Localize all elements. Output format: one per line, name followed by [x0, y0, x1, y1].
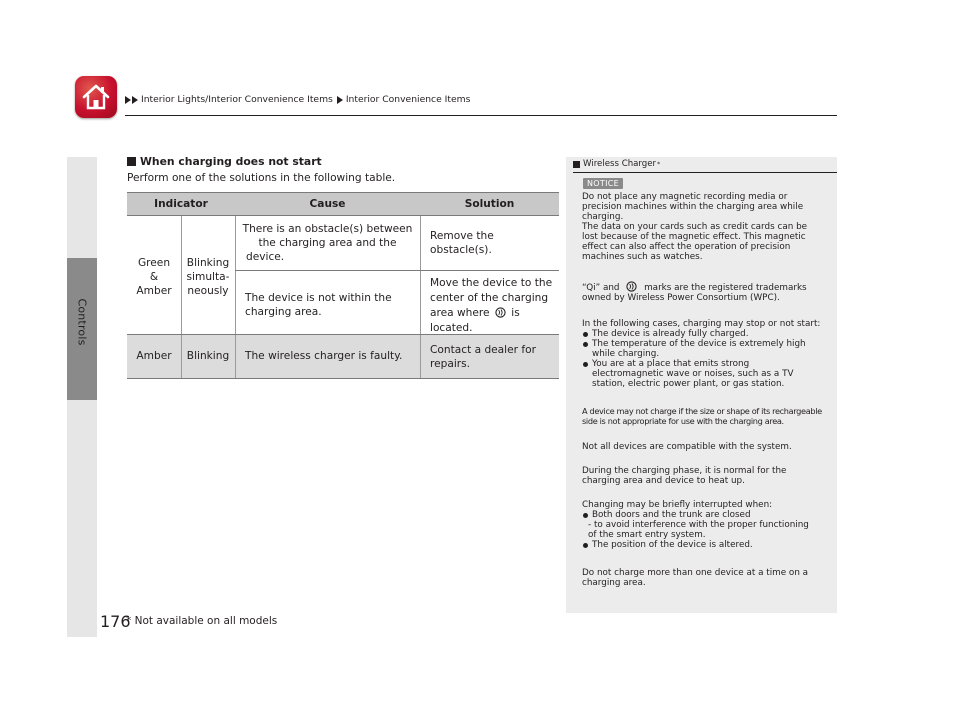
table-cell-cause: The wireless charger is faulty.	[245, 350, 403, 362]
table-cell-cause: There is an obstacle(s) between the charging area and the device.	[242, 223, 413, 263]
section-bullet-icon	[127, 157, 136, 166]
info-box-title: Wireless Charger *	[573, 159, 660, 169]
breadcrumb-item[interactable]: Interior Convenience Items	[345, 94, 471, 105]
table-cell-indicator-color: Green & Amber	[136, 257, 172, 297]
home-icon[interactable]	[75, 76, 117, 118]
section-intro: Perform one of the solutions in the following table.	[127, 172, 396, 184]
notice-badge: NOTICE	[583, 178, 623, 189]
row-divider	[235, 270, 559, 271]
table-header-row	[127, 192, 559, 216]
info-box-divider	[573, 172, 837, 173]
info-bullet-icon	[573, 161, 580, 168]
sidebar-label: Controls	[75, 298, 89, 346]
list-item: Both doors and the trunk are closed	[582, 510, 828, 520]
section-heading	[127, 155, 322, 168]
interruption-note: Changing may be briefly interrupted when: Both doors and the trunk are closed - to avoid interference with the proper functioning of the smart entry system. The position of the device is altered.	[582, 500, 828, 550]
multiple-device-note: Do not charge more than one device at a time on a charging area.	[582, 568, 809, 588]
table-cell-cause: The device is not within the charging area.	[245, 292, 392, 318]
table-cell-indicator-state: Blinking simulta- neously	[186, 257, 230, 297]
table-cell-solution: Move the device to the center of the charging area where is located.	[430, 277, 553, 334]
breadcrumb-item[interactable]: Interior Lights/Interior Convenience Items	[141, 94, 333, 105]
list-item: You are at a place that emits strong electromagnetic wave or noises, such as a TV station, electric power plant, or gas station.	[582, 359, 828, 389]
table-cell-solution: Contact a dealer for repairs.	[430, 344, 536, 370]
qi-logo-icon	[626, 281, 637, 292]
page-number: 176	[100, 612, 131, 631]
info-sidebar-box	[566, 157, 837, 613]
table-cell-indicator-color: Amber	[136, 350, 172, 362]
notice-text: Do not place any magnetic recording media or precision machines within the charging area while charging. The data on your cards such as credit cards can be lost because of the magnetic effect. This magnetic effect can also affect the operation of precision machines such as watches.	[582, 192, 808, 262]
trademark-note: “Qi” and marks are the registered trademarks owned by Wireless Power Consortium (WPC).	[582, 283, 807, 303]
breadcrumb-arrow-icon	[132, 96, 138, 104]
column-header-cause: Cause	[309, 198, 346, 210]
charging-stop-conditions: In the following cases, charging may stop or not start: The device is already fully charged. The temperature of the device is extremely high while charging. You are at a place that emits strong electromagnetic wave or noises, such as a TV station, electric power plant, or gas station.	[582, 319, 828, 389]
footnote: * Not available on all models	[126, 615, 278, 627]
section-title: When charging does not start	[140, 155, 322, 168]
column-divider	[420, 216, 421, 378]
column-divider	[235, 216, 236, 378]
compatibility-note: Not all devices are compatible with the system.	[582, 442, 792, 452]
row-divider	[127, 378, 559, 379]
list-item: The device is already fully charged.	[582, 329, 828, 339]
list-subitem: - to avoid interference with the proper functioning of the smart entry system.	[588, 520, 809, 540]
breadcrumb-arrow-icon	[337, 96, 343, 104]
table-cell-indicator-state: Blinking	[186, 350, 230, 362]
qi-logo-icon	[495, 307, 506, 318]
list-item: The temperature of the device is extremely high while charging.	[582, 339, 828, 359]
breadcrumb	[125, 94, 474, 105]
header-divider	[125, 115, 837, 116]
table-cell-solution: Remove the obstacle(s).	[430, 230, 494, 256]
size-shape-note: A device may not charge if the size or shape of its rechargeable side is not appropriate for use with the charging area.	[582, 406, 822, 426]
list-item: The position of the device is altered.	[582, 540, 828, 550]
breadcrumb-arrow-icon	[125, 96, 131, 104]
column-header-solution: Solution	[464, 198, 515, 210]
column-header-indicator: Indicator	[154, 198, 208, 210]
heat-note: During the charging phase, it is normal for the charging area and device to heat up.	[582, 466, 787, 486]
